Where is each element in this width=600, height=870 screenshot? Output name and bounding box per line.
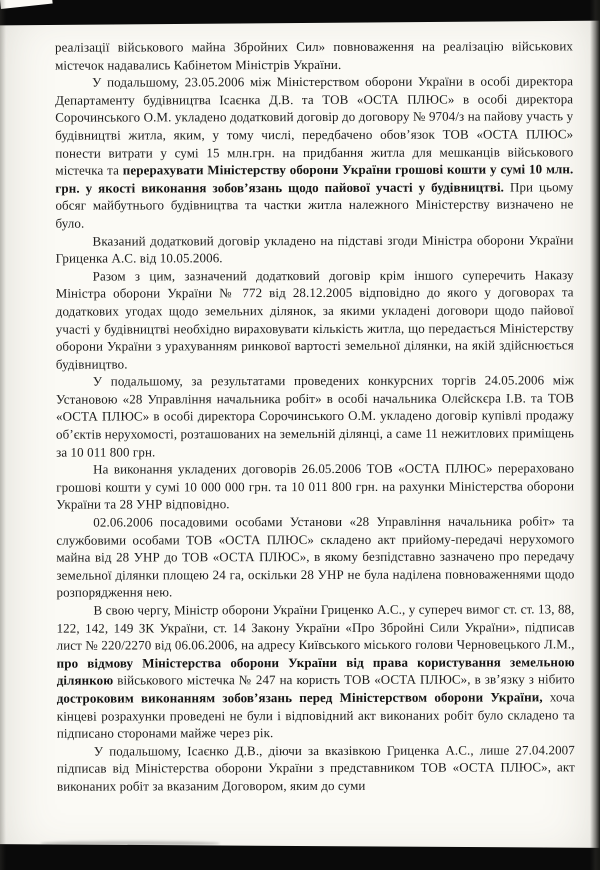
body-text: 02.06.2006 посадовими особами Установи «28 Управління начальника робіт» та службовими особами ТОВ «ОСТА ПЛЮС» складено акт прийому-передачі нерухомого майна від 28 УНР до ТОВ «ОСТА ПЛЮС», в якому безпідставно зазначено про передачу земельної ділянки площею 24 га, оскільки 28 УНР не була наділена повноваженнями щодо розпорядження нею. — [56, 513, 575, 601]
body-text: Разом з цим, зазначений додатковий договір крім іншого суперечить Наказу Міністра оборони України № 772 від 28.12.2005 відповідно до якого у договорах та додаткових угодах щодо земельних ділянок, за якими укладені договори щодо пайової участі у будівництві необхідно вираховувати кількість житла, що передається Міністерству оборони України з урахуванням ринкової вартості земельної ділянки, на якій здійснюється будівництво. — [55, 267, 574, 372]
paragraph — [56, 231, 574, 268]
paragraph — [55, 37, 573, 74]
paragraph — [56, 460, 574, 514]
paragraph — [56, 266, 574, 373]
body-text: військового містечка № 247 на користь ТОВ «ОСТА ПЛЮС», в зв’язку з нібито — [113, 671, 575, 688]
body-text: При цьому обсяг майбутнього будівництва та частки житла належного Міністерству визначено не було. — [55, 179, 574, 231]
emphasized-text: про відмову Міністерства оборони України від права користування земельною ділянкою — [56, 654, 575, 689]
body-text: В свою чергу, Міністр оборони України Гриценко А.С., у супереч вимог ст. ст. 13, 88, 122, 142, 149 ЗК України, ст. 14 Закону України «Про Збройні Сили України», підписав лист № 220/2270 від 06.06.2006, на адресу Київського міського голови Черновецького Л.М., — [56, 601, 575, 653]
paragraph — [56, 372, 574, 461]
paragraph — [55, 73, 573, 233]
paragraph — [56, 600, 574, 742]
scan-artifact-right-edge — [590, 0, 600, 870]
scan-artifact-bottom-bar — [0, 844, 600, 870]
scan-artifact-left-edge — [0, 0, 6, 870]
body-text: хоча кінцеві розрахунки проведені не були і відповідний акт виконаних робіт було складено та підписано сторонами майже через рік. — [56, 689, 575, 741]
body-text: реалізації військового майна Збройних Сил» повноваження на реалізацію військових містечок надавались Кабінетом Міністрів України. — [55, 38, 574, 73]
body-text: У подальшому, Ісаєнко Д.В., діючи за вказівкою Гриценка А.С., лише 27.04.2007 підписав від Міністерства оборони України з представником ТОВ «ОСТА ПЛЮС», акт виконаних робіт за вказаним Договором, яким до суми — [56, 742, 575, 794]
body-text: На виконання укладених договорів 26.05.2006 ТОВ «ОСТА ПЛЮС» перераховано грошові кошти у сумі 10 000 000 грн. та 10 011 800 грн. на рахунки Міністерства оборони України та 28 УНР відповідно. — [56, 460, 575, 513]
paragraph — [57, 741, 575, 795]
paragraph — [56, 512, 574, 601]
body-text: У подальшому, за результатами проведених конкурсних торгів 24.05.2006 між Установою «28 Управління начальника робіт» в особі начальника Олєйскєра І.В. та ТОВ «ОСТА ПЛЮС» в особі директора Сорочинського О.М. укладено договір купівлі продажу об’єктів нерухомості, розташованих на земельній ділянці, а саме 11 нежитлових приміщень за 10 011 800 грн. — [55, 372, 575, 460]
body-text: У подальшому, 23.05.2006 між Міністерством оборони України в особі директора Департаменту будівництва Ісаєнка Д.В. та ТОВ «ОСТА ПЛЮС» в особі директора Сорочинського О.М. укладено додатковий договір до договору № 9704/з на пайову участь у будівництві житла, яким, у тому числі, передбачено обов’язок ТОВ «ОСТА ПЛЮС» понести витрати у сумі 15 млн.грн. на придбання житла для мешканців військового містечка та — [55, 73, 574, 178]
body-text: Вказаний додатковий договір укладено на підставі згоди Міністра оборони України Гриценка А.С. від 10.05.2006. — [55, 231, 574, 266]
scan-artifact-top-bar — [0, 0, 600, 25]
emphasized-text: перерахувати Міністерству оборони України грошові кошти у сумі 10 млн. грн. у якості виконання зобов’язань щодо пайової участі у будівництві. — [55, 161, 574, 196]
document-body — [55, 37, 575, 795]
emphasized-text: достроковим виконанням зобов’язань перед Міністерством оборони України, — [56, 689, 543, 706]
